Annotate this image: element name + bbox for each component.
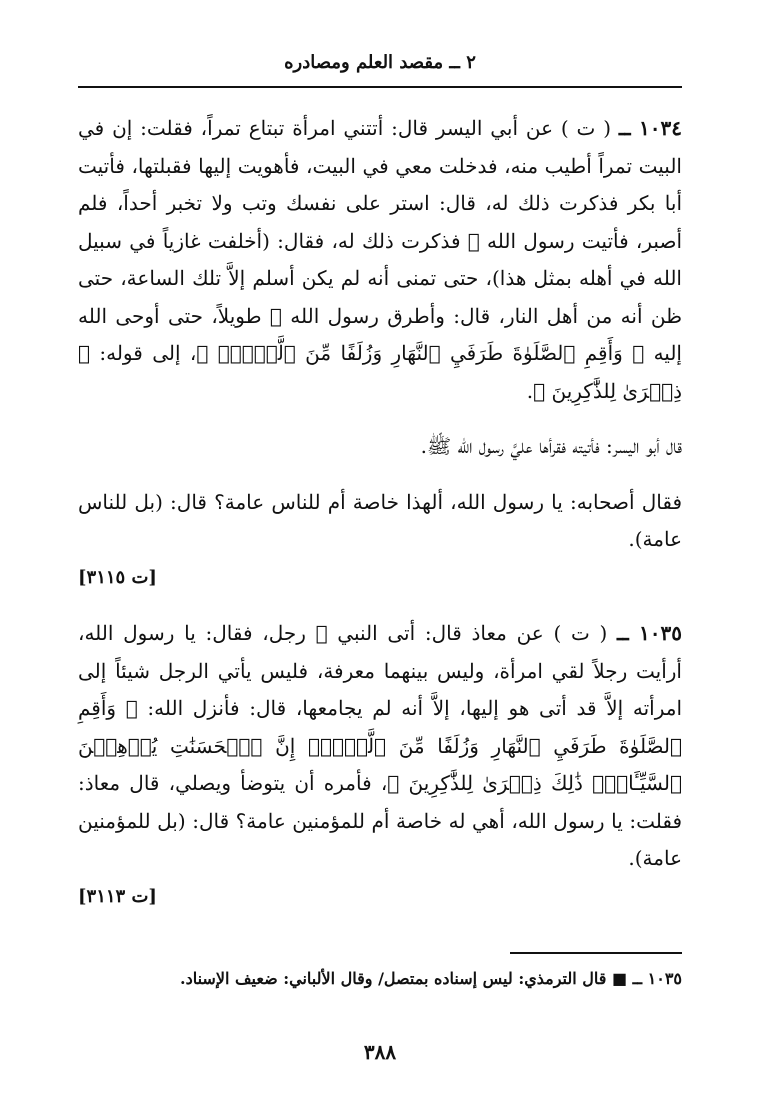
hadith-1034 [78,110,682,596]
reference-line [78,878,682,916]
page-number: ٣٨٨ [363,1040,397,1064]
hadith-1034-para2: قال أبو اليسر: فأتيته فقرأها عليَّ رسول الله ﷺ. [420,434,682,458]
hadith-number: ١٠٣٤ ــ [618,116,682,140]
hadith-reference: [ت ٣١١٣] [78,885,157,907]
running-head: ٢ ــ مقصد العلم ومصادره [284,52,476,73]
hadith-number: ١٠٣٥ ــ [617,621,683,645]
hadith-1034-para3: فقال أصحابه: يا رسول الله، ألهذا خاصة أم للناس عامة؟ قال: (بل للناس عامة). [78,489,682,551]
footnote: ١٠٣٥ ــ ■ قال الترمذي: ليس إسناده بمتصل/ وقال الألباني: ضعيف الإسناد. [180,969,682,988]
hadith-1034-body [78,110,682,410]
reference-line [78,559,682,597]
hadith-1035-body [78,615,682,878]
hadith-reference: [ت ٣١١٥] [78,566,157,588]
hadith-1035 [78,615,682,915]
header-rule [78,86,682,88]
footnote-rule [510,952,682,954]
hadith-text: ( ت ) عن معاذ قال: أتى النبي ﷺ رجل، فقال: يا رسول الله، أرأيت رجلاً لقي امرأة، وليس بينهما معرفة، فليس يأتي الرجل شيئاً إلى امرأته إلاَّ قد أتى هو إليها، إلاَّ أنه لم يجامعها، قال: فأنزل الله: ﴿ وَأَقِمِ ٱلصَّلَوٰةَ طَرَفَيِ ٱلنَّهَارِ وَزُلَفًا مِّنَ ٱلَّيۡلِۚ إِنَّ ٱلۡحَسَنَٰتِ يُذۡهِبۡنَ ٱلسَّيِّـَٔاتِۚ ذَٰلِكَ ذِكۡرَىٰ لِلذَّٰكِرِينَ ﴾، فأمره أن يتوضأ ويصلي، قال معاذ: فقلت: يا رسول الله، أهي له خاصة أم للمؤمنين عامة؟ قال: (بل للمؤمنين عامة). [78,621,682,870]
hadith-text: ( ت ) عن أبي اليسر قال: أتتني امرأة تبتاع تمراً، فقلت: إن في البيت تمراً أطيب منه، فدخلت معي في البيت، فأهويت إليها فقبلتها، فأتيت أبا بكر فذكرت ذلك له، قال: استر على نفسك وتب ولا تخبر أحداً، فلم أصبر، فأتيت رسول الله ﷺ فذكرت ذلك له، فقال: (أخلفت غازياً في سبيل الله في أهله بمثل هذا)، حتى تمنى أنه لم يكن أسلم إلاَّ تلك الساعة، حتى ظن أنه من أهل النار، قال: وأطرق رسول الله ﷺ طويلاً، حتى أوحى الله إليه ﴿ وَأَقِمِ ٱلصَّلَوٰةَ طَرَفَيِ ٱلنَّهَارِ وَزُلَفًا مِّنَ ٱلَّيۡلِۚ ﴾، إلى قوله: ﴿ ذِكۡرَىٰ لِلذَّٰكِرِينَ ﴾. [78,116,682,403]
